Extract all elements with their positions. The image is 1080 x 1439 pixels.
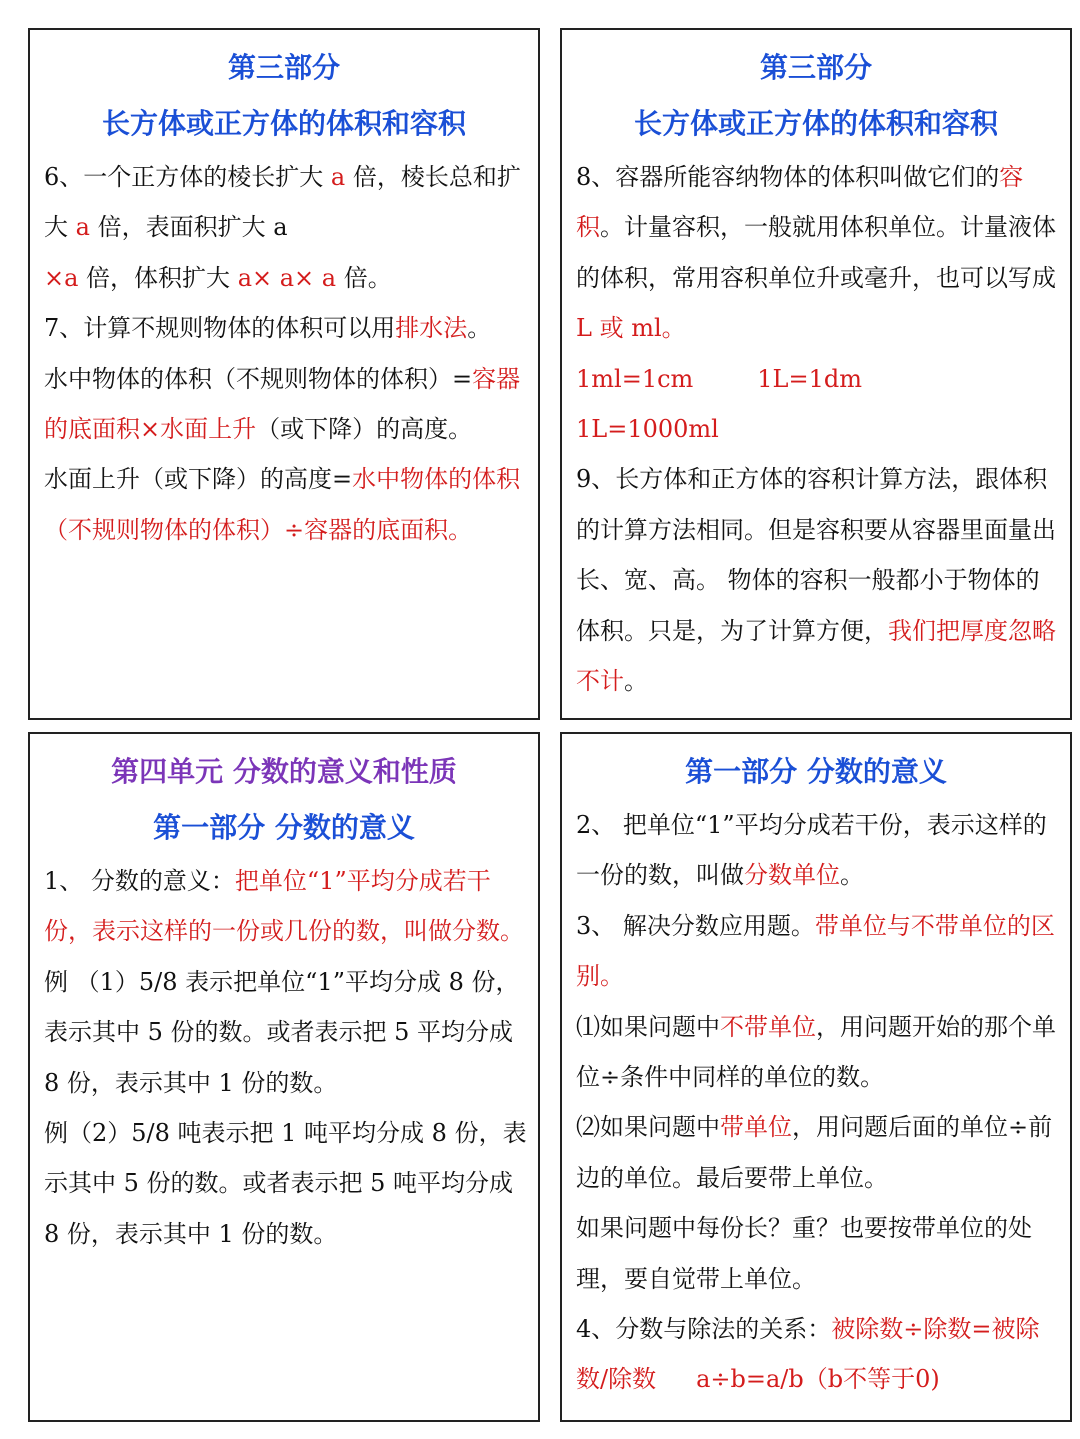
section-title: 第三部分 xyxy=(227,51,340,84)
case-with-unit: ⑵如果问题中带单位，用问题后面的单位÷前边的单位。最后要带上单位。 xyxy=(576,1113,1053,1192)
item-4: 4、分数与除法的关系：被除数÷除数=被除数/除数 a÷b=a/b（b不等于0) xyxy=(576,1315,1040,1394)
item-3: 3、 解决分数应用题。带单位与不带单位的区别。 xyxy=(576,911,1055,991)
section-title: 第一部分 分数的意义 xyxy=(685,755,947,788)
section-subtitle: 长方体或正方体的体积和容积 xyxy=(633,107,998,140)
section-title: 第三部分 xyxy=(759,51,872,84)
item-1: 1、 分数的意义：把单位“1”平均分成若干份，表示这样的一份或几份的数，叫做分数。 xyxy=(44,867,524,946)
case-no-unit: ⑴如果问题中不带单位，用问题开始的那个单位÷条件中同样的单位的数。 xyxy=(576,1012,1056,1092)
unit-conversions: 1ml=1cm 1L=1dm1L=1000ml xyxy=(576,364,862,444)
card-body xyxy=(30,152,538,555)
card-fraction-meaning-1 xyxy=(28,732,540,1422)
case-per-share: 如果问题中每份长？重？也要按带单位的处理，要自觉带上单位。 xyxy=(576,1214,1032,1293)
formula-water-rise: 水面上升（或下降）的高度=水中物体的体积（不规则物体的体积）÷容器的底面积。 xyxy=(44,465,521,544)
formula-object-volume: 水中物体的体积（不规则物体的体积）=容器的底面积×水面上升（或下降）的高度。 xyxy=(44,364,521,444)
item-7: 7、计算不规则物体的体积可以用排水法。 xyxy=(44,314,492,343)
example-2: 例（2）5/8 吨表示把 1 吨平均分成 8 份，表示其中 5 份的数。或者表示把 5 吨平均分成 8 份，表示其中 1 份的数。 xyxy=(44,1119,527,1248)
card-body xyxy=(562,800,1070,1405)
item-6: 6、一个正方体的棱长扩大 a 倍，棱长总和扩大 a 倍，表面积扩大 a ×a 倍，体积扩大 a× a× a 倍。 xyxy=(44,163,521,292)
item-2: 2、 把单位“1”平均分成若干份，表示这样的一份的数，叫做分数单位。 xyxy=(576,811,1047,890)
unit-title: 第四单元 分数的意义和性质 xyxy=(111,755,457,788)
card-volume-capacity-1 xyxy=(28,28,540,720)
example-1: 例 （1）5/8 表示把单位“1”平均分成 8 份，表示其中 5 份的数。或者表示把 5 平均分成 8 份，表示其中 1 份的数。 xyxy=(44,967,520,1097)
item-8: 8、容器所能容纳物体的体积叫做它们的容积。计量容积，一般就用体积单位。计量液体的体积，常用容积单位升或毫升，也可以写成 L 或 ml。 xyxy=(576,163,1056,343)
card-fraction-meaning-2 xyxy=(560,732,1072,1422)
card-body xyxy=(562,152,1070,706)
card-body xyxy=(30,856,538,1259)
card-volume-capacity-2 xyxy=(560,28,1072,720)
section-subtitle: 长方体或正方体的体积和容积 xyxy=(101,107,466,140)
section-title: 第一部分 分数的意义 xyxy=(153,811,415,844)
item-9: 9、长方体和正方体的容积计算方法，跟体积的计算方法相同。但是容积要从容器里面量出长、宽、高。 物体的容积一般都小于物体的体积。只是，为了计算方便，我们把厚度忽略不计。 xyxy=(576,465,1056,696)
